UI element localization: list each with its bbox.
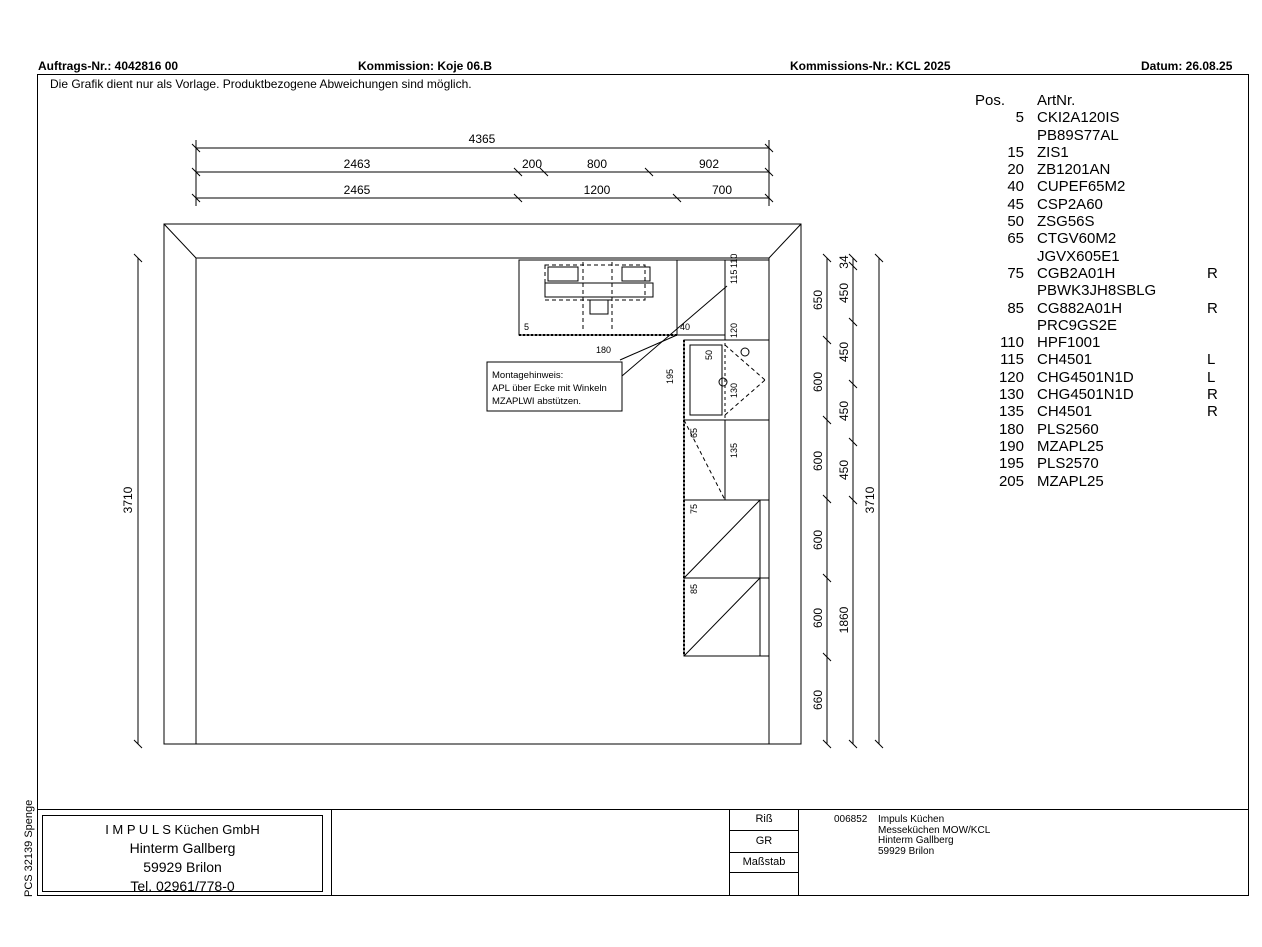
position-row: PRC9GS2E: [1037, 316, 1118, 334]
commission-number: Kommissions-Nr.: KCL 2025: [790, 59, 951, 73]
position-row: 135 CH4501 R: [998, 403, 1218, 421]
company-block: I M P U L S Küchen GmbH Hinterm Gallberg 59929 Brilon Tel. 02961/778-0: [42, 815, 323, 892]
position-row: 45 CSP2A60: [1007, 195, 1103, 213]
svg-text:50: 50: [704, 349, 714, 360]
position-row: 180 PLS2560: [998, 420, 1099, 438]
disclaimer: Die Grafik dient nur als Vorlage. Produktbezogene Abweichungen sind möglich.: [50, 77, 472, 91]
position-row: 5 CKI2A120IS: [1015, 109, 1120, 127]
svg-text:130: 130: [729, 382, 739, 398]
svg-text:Montagehinweis:: Montagehinweis:: [492, 370, 564, 381]
svg-text:600: 600: [811, 607, 825, 629]
position-row: 120 CHG4501N1D L: [998, 368, 1216, 386]
customer-number: 006852: [834, 814, 868, 825]
position-row: 15 ZIS1: [1007, 143, 1069, 161]
position-row: 65 CTGV60M2: [1007, 230, 1117, 248]
svg-text:2465: 2465: [343, 183, 371, 197]
position-row: PBWK3JH8SBLG: [1037, 282, 1157, 300]
svg-text:902: 902: [698, 157, 720, 171]
side-imprint: PCS 32139 Spenge: [23, 799, 35, 897]
svg-text:1860: 1860: [837, 606, 851, 634]
scale-label: Maßstab: [742, 856, 786, 868]
dim-left: 3710: [121, 486, 135, 514]
svg-text:700: 700: [711, 183, 733, 197]
dim-right-total: 3710: [863, 486, 877, 514]
svg-text:75: 75: [689, 503, 699, 514]
position-row: 195 PLS2570: [998, 455, 1099, 473]
dim-top-total: 4365: [468, 132, 496, 146]
position-row: 110 HPF1001: [1000, 334, 1101, 352]
svg-text:200: 200: [521, 157, 543, 171]
svg-text:65: 65: [689, 427, 699, 438]
commission: Kommission: Koje 06.B: [358, 59, 493, 73]
position-row: 20 ZB1201AN: [1007, 161, 1111, 179]
gr-label: GR: [755, 835, 773, 847]
svg-text:800: 800: [586, 157, 608, 171]
position-row: 190 MZAPL25: [998, 437, 1104, 455]
position-row: PB89S77AL: [1037, 126, 1119, 144]
date: Datum: 26.08.25: [1141, 59, 1233, 73]
riss-label: Riß: [755, 813, 773, 825]
svg-text:450: 450: [837, 341, 851, 363]
svg-text:195: 195: [665, 368, 675, 384]
position-table: Pos. ArtNr. 5 CKI2A120IS PB89S77AL 15 ZIS1 20 ZB1201AN 40 CUPEF65M2 45 CSP2A60 50 ZSG56S 65 CTGV60M2 JGVX605E1 75 CGB2A01H R PBWK3JH8SBLG 85 CG882A01H R PRC9GS2E 110 HPF1001 115 CH4501 L 120 CHG4501N1D L 130 CHG4501N1D R 135 CH4501 R 180 PLS2560 190 MZAPL25 195 PLS2570 205 MZAPL25: [972, 92, 1227, 490]
svg-text:135: 135: [729, 442, 739, 458]
position-row: 85 CG882A01H R: [1007, 299, 1218, 317]
svg-text:600: 600: [811, 529, 825, 551]
svg-text:40: 40: [680, 322, 691, 332]
top-dimension-ticks: [192, 140, 773, 206]
svg-text:115: 115: [729, 269, 739, 284]
svg-text:85: 85: [689, 583, 699, 594]
svg-text:110: 110: [729, 253, 739, 268]
order-number: Auftrags-Nr.: 4042816 00: [38, 59, 179, 73]
svg-text:120: 120: [729, 322, 739, 338]
svg-text:600: 600: [811, 371, 825, 393]
position-row: 75 CGB2A01H R: [1007, 264, 1218, 282]
svg-text:650: 650: [811, 289, 825, 311]
svg-text:180: 180: [596, 345, 612, 355]
position-row: 130 CHG4501N1D R: [998, 386, 1218, 404]
svg-text:APL über Ecke mit Winkeln: APL über Ecke mit Winkeln: [492, 383, 607, 394]
svg-text:450: 450: [837, 400, 851, 422]
svg-text:34: 34: [837, 255, 851, 269]
position-row: 50 ZSG56S: [1007, 213, 1095, 231]
position-row: 205 MZAPL25: [998, 472, 1104, 490]
svg-text:660: 660: [811, 689, 825, 711]
svg-text:450: 450: [837, 459, 851, 481]
svg-text:2463: 2463: [343, 157, 371, 171]
room-outer-wall: [164, 224, 801, 744]
svg-text:MZAPLWI abstützen.: MZAPLWI abstützen.: [492, 396, 582, 407]
svg-text:1200: 1200: [583, 183, 611, 197]
position-row: 115 CH4501 L: [1000, 351, 1216, 369]
customer-address: Impuls Küchen Messeküchen MOW/KCL Hinterm Gallberg 59929 Brilon: [878, 814, 991, 857]
position-row: 40 CUPEF65M2: [1007, 178, 1126, 196]
position-row: JGVX605E1: [1037, 247, 1120, 265]
svg-text:5: 5: [524, 322, 530, 332]
svg-text:450: 450: [837, 282, 851, 304]
svg-text:600: 600: [811, 450, 825, 472]
